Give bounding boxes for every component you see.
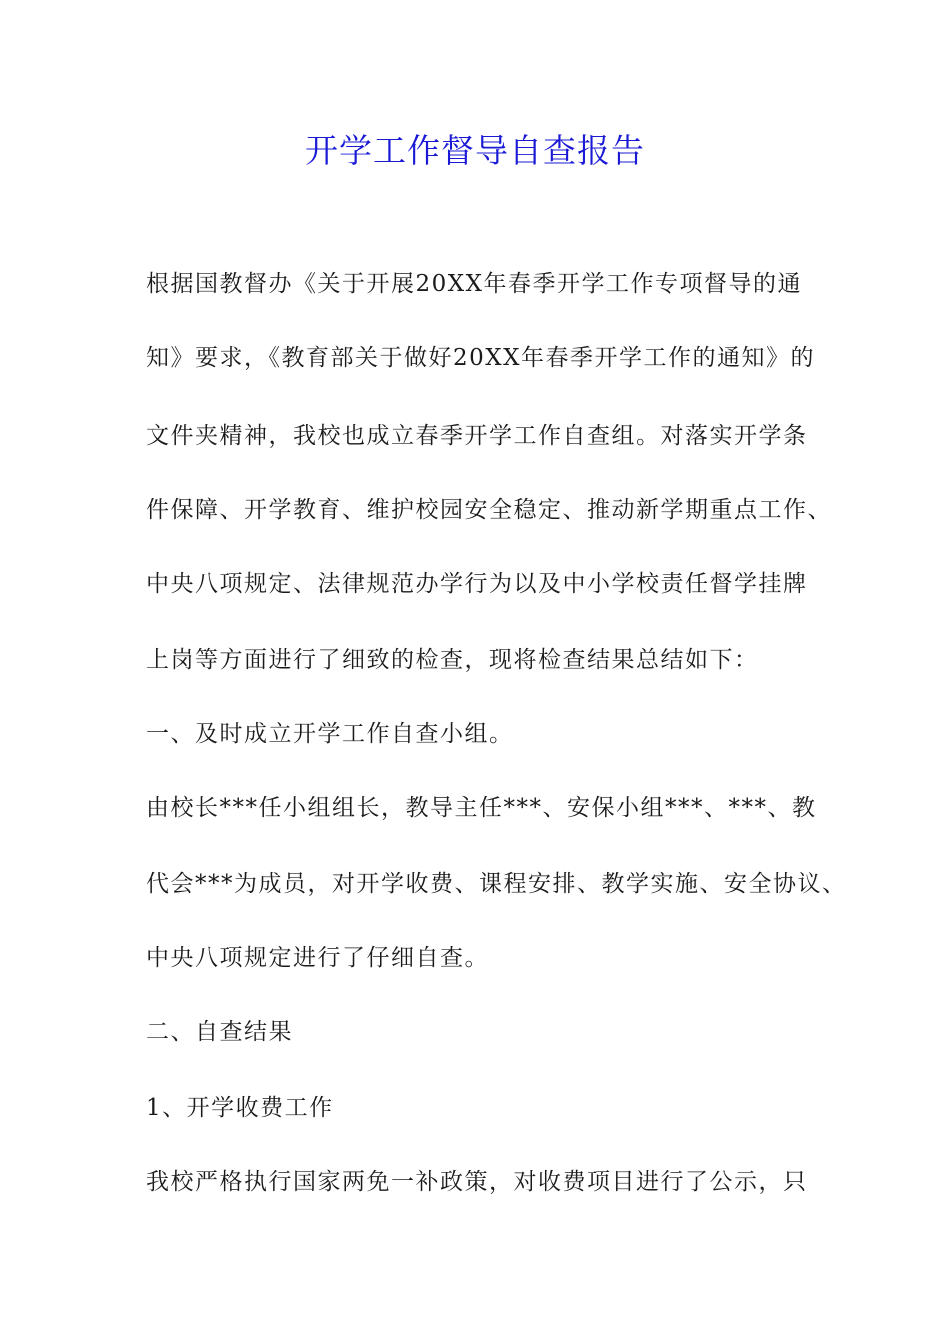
- body-line: 我校严格执行国家两免一补政策，对收费项目进行了公示，只: [146, 1169, 808, 1195]
- section-heading: 一、及时成立开学工作自查小组。: [146, 721, 514, 747]
- section-heading: 二、自查结果: [146, 1019, 293, 1045]
- body-line: 代会***为成员，对开学收费、课程安排、教学实施、安全协议、: [146, 871, 847, 897]
- body-line: 根据国教督办《关于开展20XX年春季开学工作专项督导的通: [146, 271, 803, 297]
- body-line: 知》要求，《教育部关于做好20XX年春季开学工作的通知》的: [146, 345, 816, 371]
- body-line: 中央八项规定进行了仔细自查。: [146, 945, 489, 971]
- body-line: 由校长***任小组组长，教导主任***、安保小组***、***、教: [146, 795, 817, 821]
- subsection-heading: 1、开学收费工作: [146, 1095, 334, 1121]
- body-line: 件保障、开学教育、维护校园安全稳定、推动新学期重点工作、: [146, 497, 832, 523]
- body-line: 上岗等方面进行了细致的检查，现将检查结果总结如下：: [146, 647, 759, 673]
- document-title: 开学工作督导自查报告: [305, 131, 645, 170]
- body-line: 文件夹精神，我校也成立春季开学工作自查组。对落实开学条: [146, 423, 808, 449]
- body-line: 中央八项规定、法律规范办学行为以及中小学校责任督学挂牌: [146, 571, 808, 597]
